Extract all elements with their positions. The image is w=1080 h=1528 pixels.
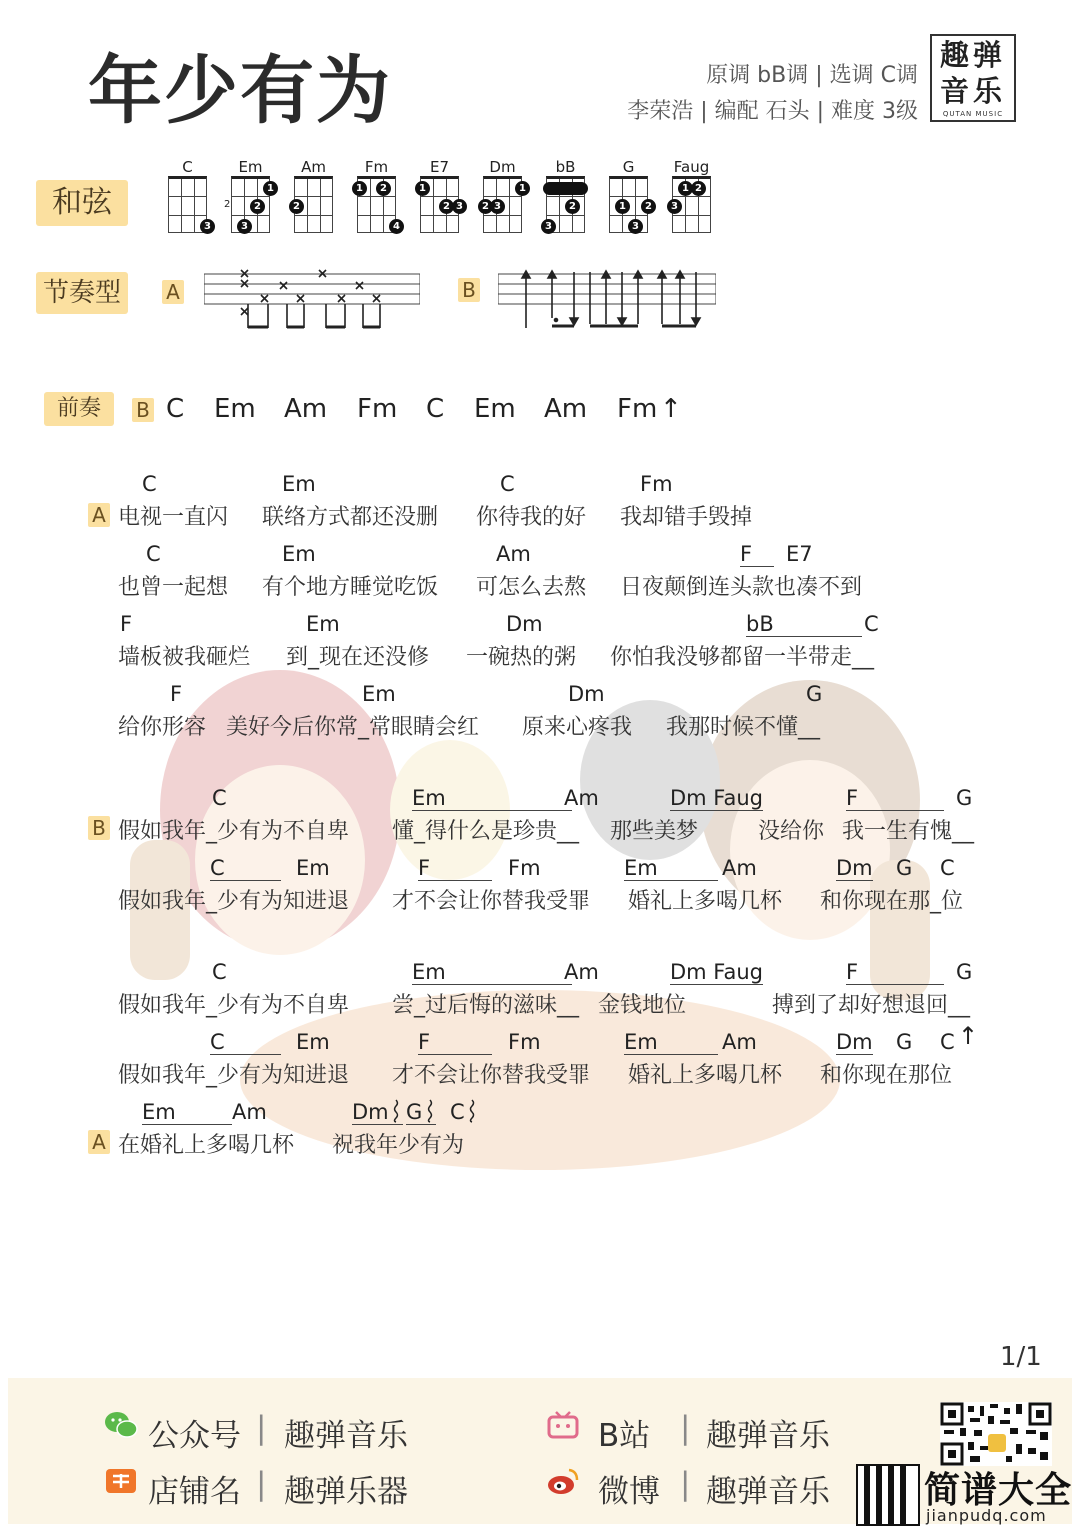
chord-label: C [450, 1100, 465, 1124]
lyric-phrase: 搏到了却好想退回__ [772, 993, 971, 1018]
pattern-b-label: B [458, 278, 480, 302]
taobao-icon [104, 1466, 138, 1496]
chord-label: F [120, 612, 133, 636]
barre-bar [543, 182, 588, 195]
finger-dot: 2 [565, 199, 580, 214]
bilibili-icon [546, 1410, 580, 1440]
chord-label: Em [362, 682, 396, 706]
lyric-phrase: 我那时候不懂__ [666, 715, 821, 740]
chord-label: Dm [836, 1030, 873, 1054]
lyric-phrase: 原来心疼我 [522, 715, 633, 740]
chord-label: bB [746, 612, 862, 637]
chord-label: Em [624, 1030, 718, 1055]
lyric-phrase: 美好今后你常_常眼睛会红 [226, 715, 480, 740]
finger-dot: 1 [263, 181, 278, 196]
chord-label: Em [306, 612, 340, 636]
chord-label: Fm [508, 1030, 541, 1054]
chord-label: G [896, 1030, 913, 1054]
lyric-phrase: 婚礼上多喝几杯 [628, 889, 783, 914]
chord-name: E7 [429, 158, 450, 176]
intro-chord: Am [544, 394, 588, 424]
fretboard [546, 176, 585, 233]
key-info: 原调 bB调 | 选调 C调 [706, 63, 918, 88]
finger-dot: 3 [628, 219, 643, 234]
chord-diagram-em [224, 158, 274, 236]
fretboard [482, 176, 526, 233]
chord-diagram-dm [480, 158, 525, 236]
intro-chord: Em [474, 394, 516, 424]
chord-label: C [210, 856, 281, 881]
chord-label: Em [142, 1100, 232, 1125]
finger-dot: 1 [615, 199, 630, 214]
lyric-phrase: 才不会让你替我受罪 [392, 889, 591, 914]
fretboard [294, 176, 333, 233]
lyric-phrase: 假如我年_少有为不自卑 [118, 993, 350, 1018]
finger-dot: 2 [641, 199, 656, 214]
finger-dot: 4 [389, 219, 404, 234]
chord-label: C [142, 472, 157, 496]
chord-label: Em [296, 856, 330, 880]
chord-name: Fm [364, 158, 389, 176]
finger-dot: 3 [667, 199, 682, 214]
intro-chord: Am [284, 394, 328, 424]
finger-dot: 2 [289, 199, 304, 214]
lyric-phrase: 我却错手毁掉 [620, 505, 753, 530]
chord-diagrams [165, 158, 715, 238]
lyric-phrase: 假如我年_少有为不自卑 [118, 819, 350, 844]
finger-dot: 3 [490, 199, 505, 214]
artist-arranger-difficulty: 李荣浩 | 编配 石头 | 难度 3级 [627, 99, 918, 124]
logo-text-bottom: 音乐 [939, 74, 1006, 108]
separator: | [680, 1410, 691, 1446]
strum-up-arrow: ↑ [958, 1022, 979, 1050]
finger-dot: 2 [439, 199, 454, 214]
pattern-a-label: A [162, 280, 184, 304]
lyric-phrase: 日夜颠倒连头款也凑不到 [620, 575, 863, 600]
lyric-phrase: 给你形容 [118, 715, 207, 740]
chord-label: Am [564, 786, 599, 810]
chord-label: Dm [836, 856, 873, 880]
lyric-phrase: 你待我的好 [476, 505, 587, 530]
finger-dot: 2 [376, 181, 391, 196]
lyric-phrase: 没给你 [758, 819, 825, 844]
chord-label: Am [232, 1100, 267, 1124]
lyric-phrase: 你怕我没够都留一半带走__ [610, 645, 875, 670]
chord-label: Dm [568, 682, 605, 706]
chord-label: Dm Faug [670, 960, 763, 984]
lyric-phrase: 到_现在还没修 [286, 645, 430, 670]
wechat-value: 趣弹音乐 [284, 1418, 408, 1454]
lyric-phrase: 婚礼上多喝几杯 [628, 1063, 783, 1088]
lyric-phrase: 才不会让你替我受罪 [392, 1063, 591, 1088]
finger-dot: 3 [237, 219, 252, 234]
chord-name: Am [301, 158, 326, 176]
lyric-phrase: 祝我年少有为 [332, 1133, 465, 1158]
chord-diagram-e7 [417, 158, 462, 236]
finger-dot: 1 [415, 181, 430, 196]
chord-label: C [500, 472, 515, 496]
rhythm-label: 节奏型 [36, 272, 128, 314]
separator: | [256, 1410, 267, 1446]
intro-chord: Fm [617, 394, 658, 424]
logo-text-en: QUTAN MUSIC [942, 110, 1004, 118]
weibo-icon [546, 1466, 580, 1496]
section-a-marker: A [88, 503, 110, 527]
chord-name: C [182, 158, 193, 176]
intro-chord: C [426, 394, 445, 424]
rhythm-pattern-a [204, 268, 420, 332]
chord-name: G [622, 158, 635, 176]
chord-label: G [896, 856, 913, 880]
lyric-phrase: 假如我年_少有为知进退 [118, 1063, 350, 1088]
chord-label: Dm [352, 1100, 403, 1125]
separator: | [680, 1466, 691, 1502]
chord-label: Fm [508, 856, 541, 880]
chord-name: bB [555, 158, 576, 176]
chord-label: Dm Faug [670, 786, 763, 810]
chord-label: E7 [786, 542, 813, 566]
rhythm-pattern-b [498, 268, 716, 332]
finger-dot: 3 [541, 219, 556, 234]
chord-label: F [846, 786, 944, 811]
lyric-phrase: 可怎么去熬 [476, 575, 587, 600]
finger-dot: 2 [478, 199, 493, 214]
chord-diagram-g [606, 158, 651, 236]
weibo-label: 微博 [598, 1474, 660, 1510]
intro-pattern-label: B [132, 398, 154, 422]
intro-chord: Fm [357, 394, 398, 424]
chord-label: F [846, 960, 944, 985]
chord-label: C [940, 856, 955, 880]
chord-label: Fm [640, 472, 673, 496]
chord-label: F [740, 542, 774, 567]
lyric-phrase: 有个地方睡觉吃饭 [262, 575, 439, 600]
piano-keys-icon [856, 1464, 920, 1526]
fretboard [224, 176, 274, 233]
lyric-phrase: 尝_过后悔的滋味__ [392, 993, 580, 1018]
chord-name: Dm [489, 158, 516, 176]
chord-diagram-bb [543, 158, 588, 236]
finger-dot: 1 [352, 181, 367, 196]
chord-diagram-am [291, 158, 336, 236]
lyric-phrase: 我一生有愧__ [842, 819, 975, 844]
fretboard [609, 176, 652, 233]
finger-dot: 2 [250, 199, 265, 214]
finger-dot: 2 [691, 181, 706, 196]
song-title: 年少有为 [88, 48, 392, 134]
bilibili-value: 趣弹音乐 [706, 1418, 830, 1454]
lyric-phrase: 电视一直闪 [118, 505, 229, 530]
chord-label: Em [412, 786, 572, 811]
chord-label: F [170, 682, 183, 706]
bilibili-label: B站 [598, 1418, 651, 1454]
chord-diagram-fm [354, 158, 399, 236]
logo-text-top: 趣弹 [939, 38, 1006, 72]
wechat-icon [104, 1410, 138, 1440]
strum-up-arrow: ↑ [660, 394, 682, 424]
jianpudq-watermark [856, 1462, 1080, 1528]
fret-number: 2 [224, 199, 231, 210]
fretboard [672, 176, 711, 233]
qutan-logo [930, 34, 1016, 122]
chord-label: Em [282, 542, 316, 566]
fretboard [419, 176, 463, 233]
chord-label: C [940, 1030, 955, 1054]
fretboard [356, 176, 400, 233]
chord-label: C [212, 786, 227, 810]
lyric-phrase: 假如我年_少有为知进退 [118, 889, 350, 914]
lyric-phrase: 那些美梦 [610, 819, 699, 844]
chord-label: Am [722, 856, 757, 880]
chord-label: C [210, 1030, 281, 1055]
wechat-label: 公众号 [148, 1418, 241, 1454]
chord-label: Em [282, 472, 316, 496]
chord-label: G [956, 960, 973, 984]
finger-dot: 3 [452, 199, 467, 214]
lyric-phrase: 和你现在那_位 [820, 889, 964, 914]
chord-label: Am [496, 542, 531, 566]
lyric-phrase: 墙板被我砸烂 [118, 645, 251, 670]
chord-label: C [864, 612, 879, 636]
brand-url: jianpudq.com [926, 1506, 1047, 1525]
chord-label: Am [722, 1030, 757, 1054]
chord-name: Em [238, 158, 263, 176]
lyric-phrase: 在婚礼上多喝几杯 [118, 1133, 295, 1158]
chord-diagram-faug [669, 158, 714, 236]
lyric-phrase: 也曾一起想 [118, 575, 229, 600]
lyric-phrase: 联络方式都还没删 [262, 505, 439, 530]
chord-label: F [418, 856, 492, 881]
lyric-phrase: 懂_得什么是珍贵__ [392, 819, 580, 844]
chord-diagram-c [165, 158, 210, 236]
brand-name: 简谱大全 [924, 1470, 1073, 1511]
chord-label: Dm [506, 612, 543, 636]
chord-name: Faug [673, 158, 710, 176]
shop-value: 趣弹乐器 [284, 1474, 408, 1510]
chords-label: 和弦 [36, 180, 128, 226]
chord-label: Em [296, 1030, 330, 1054]
section-b-marker: B [88, 816, 110, 840]
lyric-phrase: 和你现在那位 [820, 1063, 953, 1088]
intro-chord: C [166, 394, 185, 424]
lyric-phrase: 金钱地位 [598, 993, 687, 1018]
finger-dot: 1 [678, 181, 693, 196]
outro-section-a-marker: A [88, 1130, 110, 1154]
chord-label: G [956, 786, 973, 810]
page-number: 1/1 [1000, 1342, 1042, 1372]
qr-code-icon [940, 1402, 1052, 1466]
arpeggio-marks [392, 1098, 482, 1124]
chord-label: C [146, 542, 161, 566]
weibo-value: 趣弹音乐 [706, 1474, 830, 1510]
intro-chord: Em [214, 394, 256, 424]
separator: | [256, 1466, 267, 1502]
chord-label: Em [624, 856, 718, 881]
chord-label: C [212, 960, 227, 984]
intro-label: 前奏 [44, 392, 114, 426]
chord-label: Em [412, 960, 572, 985]
fretboard [168, 176, 211, 233]
chord-label: G [806, 682, 823, 706]
finger-dot: 1 [515, 181, 530, 196]
chord-label: F [418, 1030, 492, 1055]
shop-label: 店铺名 [148, 1474, 241, 1510]
chord-label: Am [564, 960, 599, 984]
finger-dot: 3 [200, 219, 215, 234]
lyric-phrase: 一碗热的粥 [466, 645, 577, 670]
chord-label: G [406, 1100, 436, 1125]
